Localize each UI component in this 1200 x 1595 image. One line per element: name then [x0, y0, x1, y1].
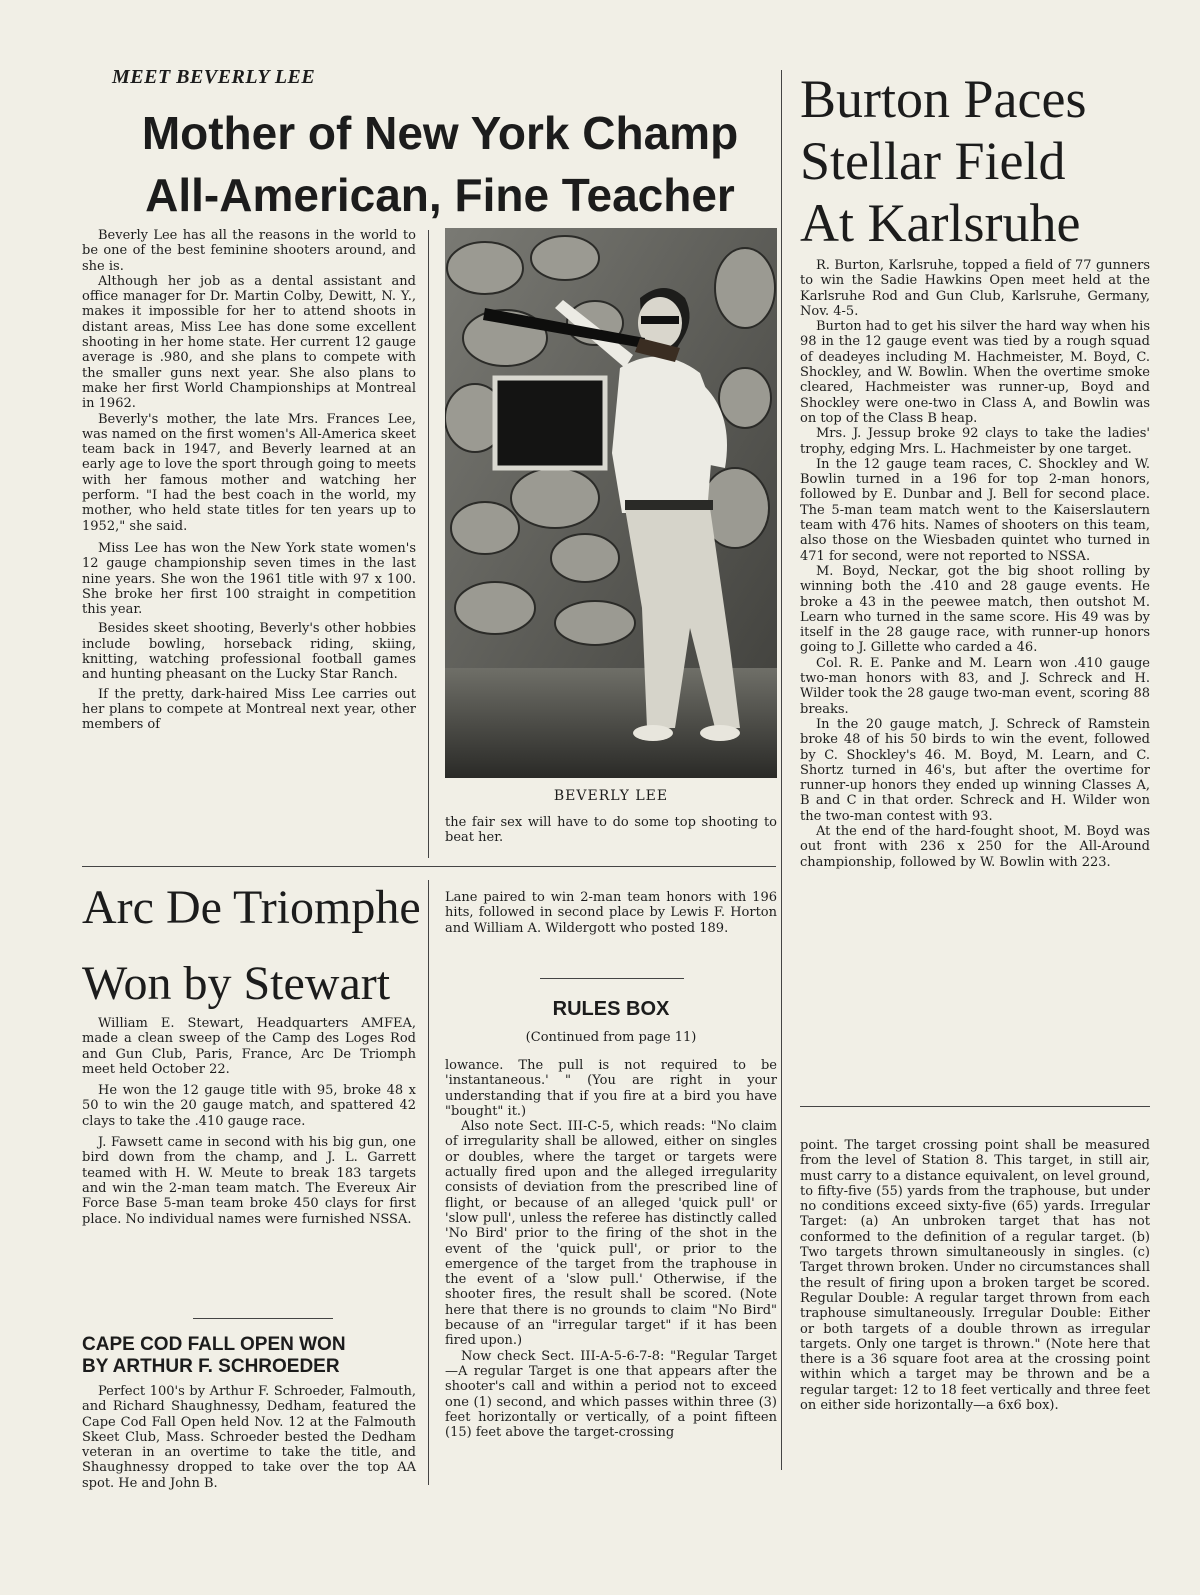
- main-paragraph: Miss Lee has won the New York state women's 12 gauge championship seven times in the last nine years. She won the 1961 title with 97 x 100. She broke her first 100 straight in competition this year.: [82, 540, 416, 618]
- burton-paragraph: M. Boyd, Neckar, got the big shoot rolling by winning both the .410 and 28 gauge events. He broke a 43 in the peewee match, then outshot M. Learn who turned in the same score. His 49 was by itself in the 28 gauge race, with runner-up honors going to J. Gillette who carded a 46.: [800, 563, 1150, 656]
- burton-headline-line1: Burton Paces: [800, 69, 1087, 129]
- rules-box-rule: [540, 978, 684, 979]
- cape-cod-body: [82, 1384, 416, 1491]
- column-divider-right: [781, 70, 782, 1470]
- arc-headline-line2: Won by Stewart: [82, 957, 391, 1010]
- main-paragraph: Although her job as a dental assistant and office manager for Dr. Martin Colby, Dewitt, N. Y., makes it impossible for her to attend shoots in distant areas, Miss Lee has done some excellent shooting in her home state. Her current 12 gauge average is .980, and she plans to compete with the smaller guns next year. She also plans to make her first World Championships at Montreal in 1962.: [82, 273, 416, 412]
- main-headline-line2: All-American, Fine Teacher: [145, 169, 735, 221]
- burton-headline-line3: At Karlsruhe: [800, 193, 1081, 253]
- rules-box-column-a: [445, 1058, 777, 1440]
- cape-cod-headline: [82, 1334, 422, 1378]
- rules-box-title: RULES BOX: [552, 998, 670, 1020]
- rules-paragraph: Also note Sect. III-C-5, which reads: "No claim of irregularity shall be allowed, either on singles or doubles, where the target or targets were actually fired upon and the alleged irregularity consists of deviation from the prescribed line of flight, or because of an alleged 'quick pull' or 'slow pull', unless the referee has distinctly called 'No Bird' prior to the firing of the shot in the event of the 'quick pull', or prior to the emergence of the target from the traphouse in the event of a 'slow pull.' Otherwise, if the shooter fires, the result shall be scored. (Note here that there is no grounds to claim "No Bird" because of an "irregular target" if it has been fired upon.): [445, 1119, 777, 1349]
- rules-box-continued-note: (Continued from page 11): [525, 1030, 697, 1045]
- rules-box-column-b: [800, 1138, 1150, 1413]
- main-article-continuation: [445, 815, 777, 846]
- main-paragraph: Besides skeet shooting, Beverly's other hobbies include bowling, horseback riding, skiing, knitting, watching professional football games and hunting pheasant on the Lucky Star Ranch.: [82, 621, 416, 683]
- main-headline-line1: Mother of New York Champ: [141, 107, 739, 159]
- cape-cod-headline-line1: CAPE COD FALL OPEN WON: [82, 1334, 346, 1355]
- burton-paragraph: Burton had to get his silver the hard way when his 98 in the 12 gauge event was tied by a rough squad of deadeyes including M. Hachmeister, M. Boyd, C. Shockley, and W. Bowlin. When the overtime smoke cleared, Hachmeister was runner-up, Boyd and Shockley were one-two in Class A, and Bowlin was on top of the Class B heap.: [800, 319, 1151, 426]
- short-divider: [193, 1318, 333, 1319]
- column-divider-left: [428, 230, 429, 858]
- arc-headline-line1: Arc De Triomphe: [82, 881, 421, 934]
- arc-continuation: [445, 890, 777, 936]
- burton-headline: [800, 68, 1160, 254]
- burton-paragraph: Col. R. E. Panke and M. Learn won .410 gauge two-man honors with 83, and J. Schreck and H. Wilder took the 28 gauge two-man event, scoring 88 breaks.: [800, 655, 1150, 717]
- rules-box-divider-right: [800, 1106, 1150, 1107]
- rules-paragraph: lowance. The pull is not required to be 'instantaneous.' " (You are right in your understanding that if you fire at a bird you have "bought" it.): [445, 1058, 777, 1119]
- burton-paragraph: Mrs. J. Jessup broke 92 clays to take the ladies' trophy, edging Mrs. L. Hachmeister by one target.: [800, 426, 1150, 457]
- section-divider: [82, 866, 776, 867]
- main-paragraph: Beverly Lee has all the reasons in the world to be one of the best feminine shooters around, and she is.: [82, 228, 416, 274]
- arc-paragraph: William E. Stewart, Headquarters AMFEA, made a clean sweep of the Camp des Loges Rod and Gun Club, Paris, France, Arc De Triomph meet held October 22.: [82, 1016, 416, 1077]
- main-paragraph: If the pretty, dark-haired Miss Lee carries out her plans to compete at Montreal next year, other members of: [82, 686, 416, 733]
- burton-paragraph: In the 20 gauge match, J. Schreck of Ramstein broke 48 of his 50 birds to win the event, followed by C. Shockley's 46. M. Boyd, M. Learn, and C. Shortz turned in 46's, but after the overtime for runner-up honors they ended up winning Classes A, B and C in that order. Schreck and H. Wilder won the two-man contest with 93.: [800, 716, 1150, 824]
- main-article-column: [82, 228, 416, 733]
- cape-cod-paragraph: Perfect 100's by Arthur F. Schroeder, Falmouth, and Richard Shaughnessy, Dedham, featured the Cape Cod Fall Open held Nov. 12 at the Falmouth Skeet Club, Mass. Schroeder bested the Dedham veteran in an overtime to take the title, and Shaughnessy dropped to take over the top AA spot. He and John B.: [82, 1384, 416, 1491]
- arc-continuation-text: Lane paired to win 2-man team honors with 196 hits, followed in second place by Lewis F. Horton and William A. Wildergott who posted 189.: [445, 890, 777, 936]
- rules-paragraph: point. The target crossing point shall be measured from the level of Station 8. This target, in still air, must carry to a distance equivalent, on level ground, to fifty-five (55) yards from the traphouse, but under no conditions exceed sixty-five (65) yards. Irregular Target: (a) An unbroken target that has not conformed to the definition of a regular target. (b) Two targets thrown simultaneously in singles. (c) Target thrown broken. Under no circumstances shall the result of firing upon a broken target be scored. Regular Double: A regular target thrown from each traphouse simultaneously. Irregular Double: Either or both targets of a double thrown as irregular targets. Only one target is thrown." (Note here that there is a 36 square foot area at the crossing point within which a target may be thrown and be a regular target: 12 to 18 feet vertically and three feet on either side horizontally—a 6x6 box).: [800, 1138, 1150, 1414]
- burton-article-body: [800, 258, 1150, 870]
- arc-paragraph: J. Fawsett came in second with his big gun, one bird down from the champ, and J. L. Garrett teamed with H. W. Meute to break 183 targets and win the 2-man team match. The Evereux Air Force Base 5-man team broke 450 clays for first place. No individual names were furnished NSSA.: [82, 1135, 416, 1227]
- burton-paragraph: R. Burton, Karlsruhe, topped a field of 77 gunners to win the Sadie Hawkins Open meet held at the Karlsruhe Rod and Gun Club, Karlsruhe, Germany, Nov. 4-5.: [800, 258, 1150, 319]
- kicker: MEET BEVERLY LEE: [112, 66, 316, 88]
- main-continuation-text: the fair sex will have to do some top shooting to beat her.: [445, 815, 777, 846]
- photo-caption: BEVERLY LEE: [553, 788, 669, 804]
- arc-headline: [82, 870, 422, 1022]
- main-headline: [100, 102, 780, 226]
- arc-paragraph: He won the 12 gauge title with 95, broke 48 x 50 to win the 20 gauge match, and spattered 42 clays to take the .410 gauge race.: [82, 1083, 416, 1129]
- burton-paragraph: In the 12 gauge team races, C. Shockley and W. Bowlin turned in a 196 for top 2-man honors, followed by E. Dunbar and J. Bell for second place. The 5-man team match went to the Kaiserslautern team with 476 hits. Names of shooters on this team, also those on the Wiesbaden quintet who turned in 471 for second, were not reported to NSSA.: [800, 456, 1150, 564]
- rules-paragraph: Now check Sect. III-A-5-6-7-8: "Regular Target—A regular Target is one that appears after the shooter's call and within a period not to exceed one (1) second, and which passes within three (3) feet horizontally or vertically, of a point fifteen (15) feet above the target-crossing: [445, 1348, 777, 1441]
- main-paragraph: Beverly's mother, the late Mrs. Frances Lee, was named on the first women's All-America skeet team back in 1947, and Beverly learned at an early age to love the sport through going to meets with her famous mother and watching her perform. "I had the best coach in the world, my mother, who held state titles for ten years up to 1952," she said.: [82, 411, 416, 534]
- column-divider-lower: [428, 880, 429, 1485]
- cape-cod-headline-line2: BY ARTHUR F. SCHROEDER: [82, 1356, 340, 1377]
- beverly-lee-photo: [445, 228, 777, 778]
- arc-article-body: [82, 1016, 416, 1227]
- burton-headline-line2: Stellar Field: [800, 131, 1066, 191]
- burton-paragraph: At the end of the hard-fought shoot, M. Boyd was out front with 236 x 250 for the All-Around championship, followed by W. Bowlin with 223.: [800, 823, 1150, 870]
